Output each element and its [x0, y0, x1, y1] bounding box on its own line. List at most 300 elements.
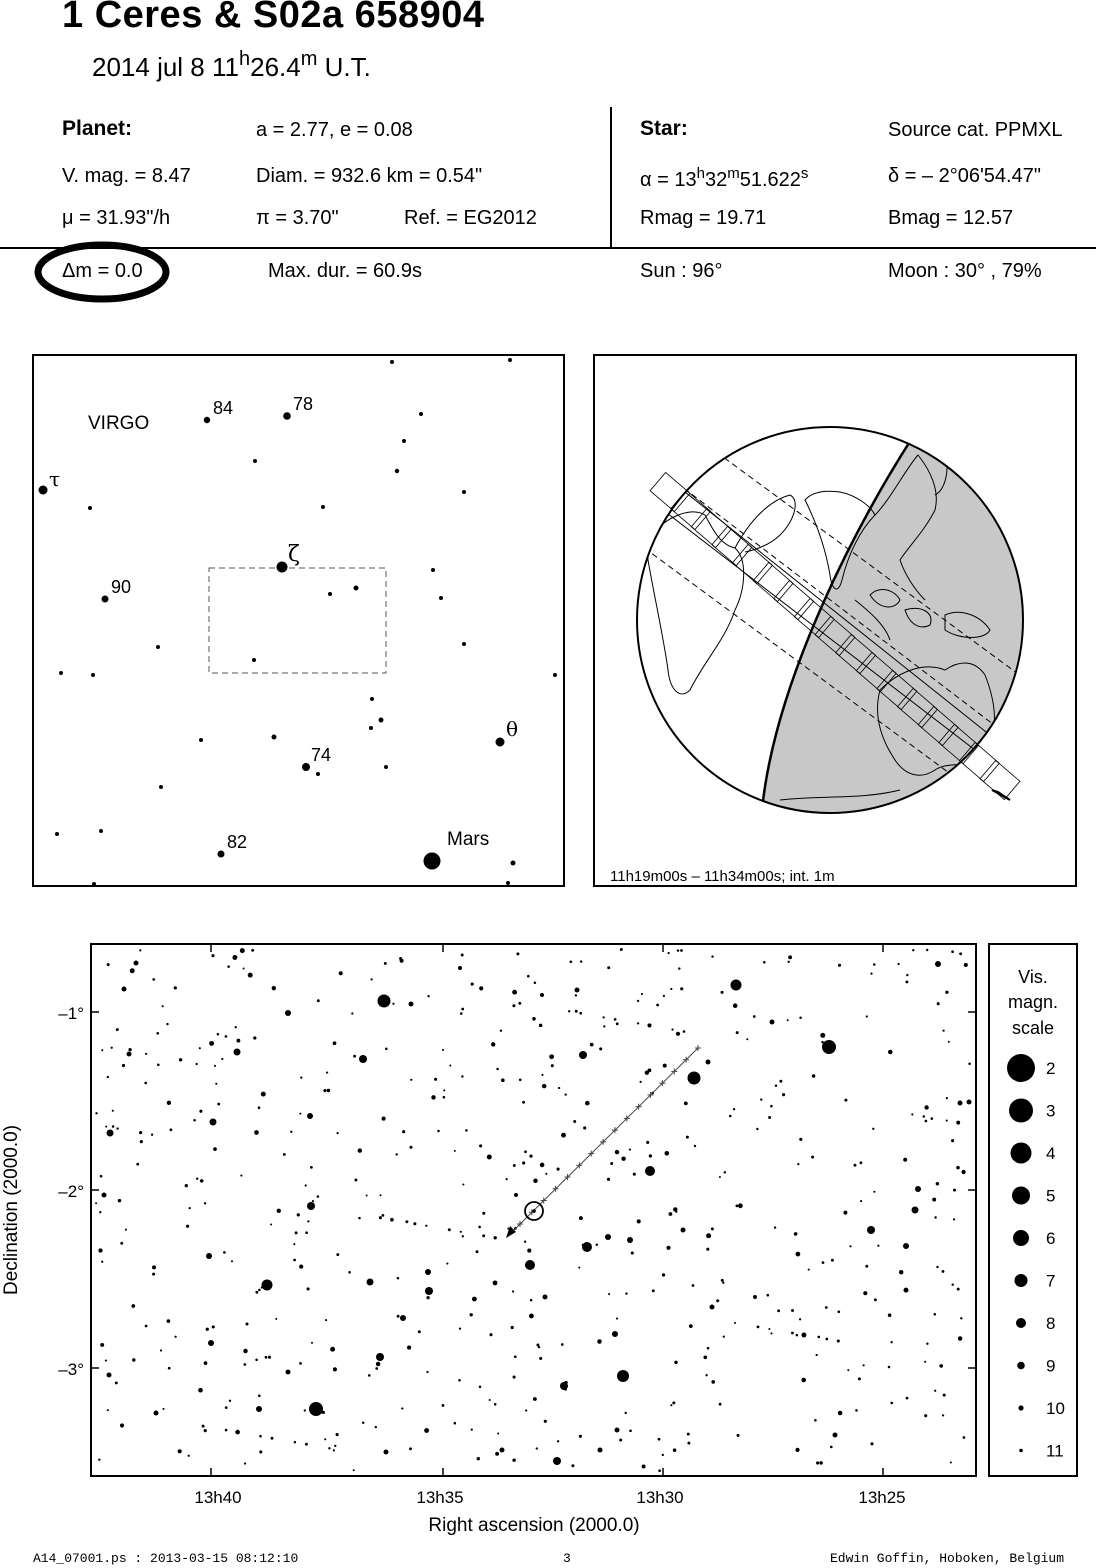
faint-star: [956, 1121, 960, 1125]
faint-star: [458, 1379, 461, 1382]
faint-star: [689, 1324, 693, 1328]
catalog-star: [122, 987, 127, 992]
faint-star: [379, 1194, 381, 1196]
catalog-star: [575, 988, 580, 993]
faint-star: [105, 1360, 107, 1362]
delta-magnitude: Δm = 0.0: [62, 260, 143, 282]
legend-title-line: magn.: [1007, 992, 1059, 1012]
finder-star: [462, 642, 466, 646]
faint-star: [265, 1356, 268, 1359]
planet-vmag: V. mag. = 8.47: [62, 165, 191, 187]
faint-star: [413, 1222, 416, 1225]
legend-magnitude-dot: [1011, 1143, 1032, 1164]
catalog-star: [915, 1186, 921, 1192]
faint-star: [736, 1205, 739, 1208]
catalog-star: [525, 1260, 535, 1270]
faint-star: [533, 1179, 538, 1184]
faint-star: [214, 1065, 216, 1067]
faint-star: [426, 1371, 428, 1373]
x-tick-label: 13h40: [194, 1488, 242, 1507]
faint-star: [479, 1144, 482, 1147]
faint-star: [454, 1150, 456, 1152]
faint-star: [582, 1244, 584, 1246]
faint-star: [290, 1131, 292, 1133]
faint-star: [168, 1367, 171, 1370]
legend-magnitude-label: 7: [1046, 1271, 1056, 1291]
faint-star: [271, 1437, 274, 1440]
faint-star: [855, 1409, 858, 1412]
faint-star: [390, 1218, 394, 1222]
legend-magnitude-label: 8: [1046, 1314, 1056, 1333]
finder-star: [302, 763, 310, 771]
faint-star: [409, 1146, 412, 1149]
finder-star: [395, 469, 399, 473]
faint-star: [225, 1035, 228, 1038]
finder-star: [91, 673, 95, 677]
faint-star: [597, 1339, 602, 1344]
faint-star: [912, 949, 914, 951]
faint-star: [614, 1018, 617, 1021]
faint-star: [529, 1313, 534, 1318]
faint-star: [188, 1455, 190, 1457]
faint-star: [625, 1412, 627, 1414]
faint-star: [427, 995, 429, 997]
faint-star: [162, 1408, 164, 1410]
faint-star: [936, 1266, 938, 1268]
faint-star: [615, 1150, 619, 1154]
faint-star: [170, 1128, 173, 1131]
legend-title-line: Vis.: [1018, 967, 1048, 987]
catalog-star: [307, 1202, 315, 1210]
faint-star: [629, 1149, 631, 1151]
event-time: 2014 jul 8 11$^h$26.4$^m$ U.T.: [92, 48, 371, 82]
faint-star: [607, 1178, 610, 1181]
faint-star: [687, 1442, 690, 1445]
catalog-star: [500, 1448, 505, 1453]
faint-star: [959, 952, 962, 955]
faint-star: [434, 1078, 437, 1081]
faint-star: [491, 1042, 495, 1046]
faint-star: [368, 1374, 371, 1377]
catalog-star: [154, 1411, 159, 1416]
faint-star: [407, 1346, 411, 1350]
faint-star: [822, 1261, 825, 1264]
sun-elongation: Sun : 96°: [640, 260, 723, 282]
faint-star: [951, 1139, 954, 1142]
faint-star: [716, 1299, 719, 1302]
faint-star: [235, 1026, 237, 1028]
faint-star: [953, 1189, 956, 1192]
faint-star: [297, 1213, 300, 1216]
faint-star: [723, 1335, 725, 1337]
faint-star: [212, 1325, 215, 1328]
faint-star: [656, 1004, 659, 1007]
catalog-star: [706, 1060, 711, 1065]
faint-star: [719, 1176, 721, 1178]
faint-star: [923, 1115, 926, 1118]
legend-magnitude-dot: [1007, 1054, 1035, 1082]
faint-star: [692, 1284, 695, 1287]
faint-star: [540, 1163, 545, 1168]
faint-star: [178, 1449, 182, 1453]
faint-star: [602, 1016, 604, 1018]
faint-star: [932, 1198, 936, 1202]
faint-star: [258, 1106, 261, 1109]
faint-star: [511, 1326, 514, 1329]
faint-star: [757, 1325, 760, 1328]
catalog-star: [540, 993, 544, 997]
faint-star: [115, 1381, 118, 1384]
faint-star: [512, 1458, 515, 1461]
finder-star: [553, 673, 557, 677]
faint-star: [549, 1054, 554, 1059]
faint-star: [174, 986, 177, 989]
faint-star: [255, 1359, 258, 1362]
faint-star: [906, 974, 908, 976]
faint-star: [794, 1232, 798, 1236]
faint-star: [100, 1175, 103, 1178]
x-tick-label: 13h30: [636, 1488, 684, 1507]
earth-globe: [620, 427, 1046, 840]
faint-star: [662, 1273, 665, 1276]
faint-star: [118, 1199, 122, 1203]
faint-star: [906, 1397, 909, 1400]
footer-author: Edwin Goffin, Hoboken, Belgium: [830, 1551, 1065, 1566]
catalog-star: [384, 1450, 389, 1455]
faint-star: [270, 1223, 272, 1225]
faint-star: [721, 991, 724, 994]
faint-star: [579, 1216, 583, 1220]
faint-star: [958, 1336, 962, 1340]
faint-star: [897, 963, 899, 965]
faint-star: [934, 1216, 936, 1218]
faint-star: [400, 959, 404, 963]
faint-star: [707, 1347, 710, 1350]
faint-star: [791, 1309, 794, 1312]
faint-star: [873, 963, 876, 966]
faint-star: [640, 1081, 642, 1083]
catalog-star: [627, 1237, 633, 1243]
faint-star: [425, 1225, 427, 1227]
faint-star: [479, 986, 483, 990]
faint-star: [211, 954, 214, 957]
faint-star: [136, 1163, 139, 1166]
finder-star: [39, 486, 48, 495]
faint-star: [166, 1023, 168, 1025]
star-rmag: Rmag = 19.71: [640, 207, 767, 229]
faint-star: [946, 1097, 948, 1099]
faint-star: [471, 1428, 473, 1430]
faint-star: [799, 1318, 801, 1320]
faint-star: [100, 1343, 104, 1347]
faint-star: [877, 1245, 879, 1247]
faint-star: [774, 1226, 776, 1228]
faint-star: [863, 1291, 867, 1295]
finder-star: [462, 490, 466, 494]
faint-star: [217, 1103, 220, 1106]
catalog-star: [935, 961, 941, 967]
faint-star: [796, 1334, 799, 1337]
faint-star: [945, 991, 948, 994]
faint-star: [217, 1033, 220, 1036]
faint-star: [858, 1377, 861, 1380]
faint-star: [462, 1235, 464, 1237]
finder-star: [439, 596, 443, 600]
y-axis-label: Declination (2000.0): [1, 1124, 22, 1296]
faint-star: [542, 1084, 546, 1088]
catalog-star: [605, 1234, 611, 1240]
faint-star: [145, 1325, 148, 1328]
faint-star: [382, 1214, 385, 1217]
faint-star: [366, 1195, 368, 1197]
faint-star: [705, 1374, 707, 1376]
y-tick-label: –2°: [58, 1182, 84, 1201]
faint-star: [132, 1358, 135, 1361]
catalog-star: [286, 1370, 291, 1375]
faint-star: [442, 1404, 445, 1407]
faint-star: [293, 1243, 295, 1245]
star-label-tau: τ: [49, 467, 61, 491]
star-label-74: 74: [311, 745, 332, 765]
faint-star: [442, 1049, 444, 1051]
catalog-star: [822, 1040, 836, 1054]
legend-magnitude-dot: [1019, 1449, 1023, 1453]
faint-star: [259, 1435, 262, 1438]
faint-star: [122, 1064, 125, 1067]
finder-star: [321, 505, 325, 509]
faint-star: [578, 1267, 580, 1269]
faint-star: [333, 1449, 335, 1451]
faint-star: [711, 955, 713, 957]
faint-star: [532, 1017, 536, 1021]
faint-star: [674, 1361, 677, 1364]
faint-star: [646, 1141, 649, 1144]
faint-star: [684, 1101, 688, 1105]
catalog-star: [378, 995, 391, 1008]
faint-star: [327, 1089, 330, 1092]
faint-star: [837, 1339, 840, 1342]
faint-star: [268, 1356, 271, 1359]
faint-star: [821, 1041, 824, 1044]
finder-star: [496, 738, 505, 747]
faint-star: [637, 1219, 641, 1223]
faint-star: [610, 1162, 613, 1165]
catalog-star: [615, 1428, 620, 1433]
faint-star: [299, 1113, 301, 1115]
star-alpha: $\alpha = 13^h32^m51.622^s$: [640, 165, 809, 191]
faint-star: [522, 1161, 525, 1164]
faint-star: [580, 960, 582, 962]
faint-star: [675, 1210, 677, 1212]
faint-star: [232, 955, 237, 960]
faint-star: [476, 1250, 479, 1253]
faint-star: [953, 1218, 955, 1220]
faint-star: [243, 1349, 247, 1353]
delta-mag-highlight: [38, 245, 166, 299]
faint-star: [948, 1041, 950, 1043]
faint-star: [130, 968, 135, 973]
star-label-84: 84: [213, 398, 234, 418]
finder-star: [218, 851, 225, 858]
faint-star: [796, 1252, 801, 1257]
faint-star: [616, 1022, 619, 1025]
finder-star: [156, 645, 160, 649]
path-direction-arrow: [992, 790, 1010, 800]
faint-star: [375, 1426, 377, 1428]
faint-star: [686, 1136, 689, 1139]
globe-caption: 11h19m00s – 11h34m00s; int. 1m: [610, 868, 835, 885]
faint-star: [541, 1074, 543, 1076]
faint-star: [903, 1158, 907, 1162]
faint-star: [382, 1117, 386, 1121]
faint-star: [506, 1178, 508, 1180]
faint-star: [325, 1319, 327, 1321]
faint-star: [240, 1175, 242, 1177]
moon-info: Moon : 30° , 79%: [888, 260, 1042, 282]
finder-star: [384, 765, 388, 769]
x-tick-label: 13h25: [858, 1488, 906, 1507]
faint-star: [202, 1425, 205, 1428]
faint-star: [863, 1364, 865, 1366]
catalog-star: [127, 1052, 132, 1057]
faint-star: [460, 1231, 462, 1233]
faint-star: [911, 1113, 913, 1115]
faint-star: [760, 1098, 762, 1100]
faint-star: [943, 1394, 946, 1397]
faint-star: [768, 1116, 771, 1119]
faint-star: [95, 1202, 97, 1204]
faint-star: [151, 1134, 153, 1136]
legend-magnitude-label: 11: [1046, 1441, 1064, 1461]
finder-chart-frame: [33, 355, 564, 886]
faint-star: [524, 1150, 527, 1153]
catalog-star: [210, 1119, 217, 1126]
faint-star: [599, 1047, 602, 1050]
faint-star: [326, 1072, 328, 1074]
faint-star: [808, 1269, 810, 1271]
catalog-star: [543, 1295, 548, 1300]
catalog-star: [107, 1130, 114, 1137]
faint-star: [844, 1099, 847, 1102]
catalog-star: [958, 1101, 963, 1106]
faint-star: [101, 1049, 103, 1051]
faint-star: [493, 1280, 498, 1285]
legend-title-line: scale: [1011, 1018, 1055, 1038]
faint-star: [663, 995, 665, 997]
y-tick-label: –1°: [58, 1004, 84, 1023]
faint-star: [616, 1318, 618, 1320]
faint-star: [460, 1012, 463, 1015]
faint-star: [529, 1155, 532, 1158]
catalog-star: [234, 1049, 241, 1056]
faint-star: [950, 1461, 952, 1463]
legend-magnitude-dot: [1013, 1230, 1029, 1246]
faint-star: [328, 1447, 330, 1449]
faint-star: [307, 1220, 309, 1222]
faint-star: [539, 1024, 543, 1028]
faint-star: [215, 1083, 217, 1085]
faint-star: [816, 1354, 818, 1356]
faint-star: [831, 1259, 834, 1262]
faint-star: [620, 948, 623, 951]
faint-star: [116, 1028, 119, 1031]
faint-star: [470, 1313, 473, 1316]
catalog-star: [458, 966, 462, 970]
faint-star: [557, 1168, 560, 1171]
faint-star: [561, 1133, 566, 1138]
faint-star: [336, 1253, 339, 1256]
faint-star: [625, 1292, 627, 1294]
faint-star: [719, 1403, 722, 1406]
legend-magnitude-label: 2: [1046, 1059, 1056, 1078]
faint-star: [812, 1074, 815, 1077]
faint-star: [939, 1364, 943, 1368]
star-label-78: 78: [293, 394, 314, 414]
faint-star: [317, 1195, 320, 1198]
legend-magnitude-dot: [1017, 1362, 1025, 1370]
faint-star: [198, 1388, 203, 1393]
faint-star: [431, 1095, 435, 1099]
star-source: Source cat. PPMXL: [888, 119, 1063, 141]
faint-star: [536, 1447, 538, 1449]
faint-star: [733, 1003, 738, 1008]
faint-star: [353, 1469, 355, 1471]
faint-star: [501, 1078, 505, 1082]
catalog-star: [867, 1226, 875, 1234]
star-label-90: 90: [111, 577, 132, 597]
faint-star: [671, 1028, 673, 1030]
faint-star: [658, 1438, 661, 1441]
faint-star: [449, 1064, 451, 1066]
faint-star: [551, 1064, 554, 1067]
faint-star: [354, 1179, 357, 1182]
faint-star: [459, 1327, 461, 1329]
faint-star: [410, 1079, 412, 1081]
faint-star: [240, 948, 245, 953]
faint-star: [942, 1270, 945, 1273]
faint-star: [462, 1183, 464, 1185]
faint-star: [838, 964, 841, 967]
catalog-star: [409, 1002, 414, 1007]
faint-star: [905, 980, 908, 983]
faint-star: [621, 1157, 625, 1161]
faint-star: [843, 1211, 847, 1215]
faint-star: [961, 1170, 965, 1174]
finder-star: [370, 697, 374, 701]
catalog-star: [582, 1242, 592, 1252]
star-bmag: Bmag = 12.57: [888, 207, 1014, 229]
faint-star: [375, 1367, 378, 1370]
finder-star: [199, 738, 203, 742]
faint-star: [951, 950, 954, 953]
faint-star: [820, 1033, 825, 1038]
catalog-star: [514, 1193, 518, 1197]
finder-star: [354, 586, 359, 591]
faint-star: [608, 1293, 610, 1295]
faint-star: [376, 1362, 380, 1366]
faint-star: [564, 1381, 567, 1384]
faint-star: [673, 1448, 677, 1452]
x-tick-label: 13h35: [416, 1488, 464, 1507]
faint-star: [409, 1447, 412, 1450]
faint-star: [870, 1442, 873, 1445]
faint-star: [465, 1129, 468, 1132]
legend-magnitude-dot: [1015, 1274, 1028, 1287]
faint-star: [775, 1085, 777, 1087]
faint-star: [489, 1399, 491, 1401]
faint-star: [125, 1229, 127, 1231]
faint-star: [756, 1128, 758, 1130]
